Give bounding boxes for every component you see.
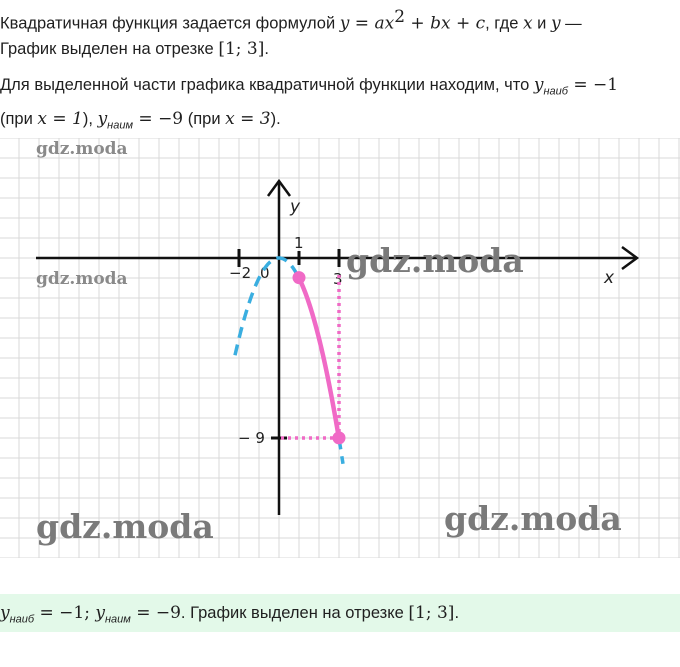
origin-label: 0 [260, 264, 270, 282]
var-x: x [522, 13, 533, 34]
tick-label-3: 3 [333, 270, 343, 288]
explanation-close: ), [82, 110, 98, 128]
x-eq-1: x = 1 [37, 109, 83, 129]
ymax-value: = −1 [567, 75, 619, 95]
intro-line2-end: . [264, 40, 269, 58]
var-y: y [550, 13, 561, 34]
explanation-text: Для выделенной части графика квадратичной функции находим, что [0, 76, 534, 94]
answer-ymin-symbol: y [95, 603, 105, 623]
answer-ymax-value: = −1; [34, 603, 96, 623]
answer-ymin-value: = −9 [130, 603, 181, 623]
answer-ymax-symbol: y [0, 603, 10, 623]
watermark-bottom-left: gdz.moda [36, 507, 214, 546]
intro-text-end: — [560, 14, 582, 33]
ymin-value: = −9 [133, 109, 184, 129]
answer-ymax-sub: наиб [9, 613, 35, 626]
ymin-sub: наим [107, 119, 134, 132]
graph-figure [0, 138, 680, 558]
intro-line2-text: График выделен на отрезке [0, 40, 219, 58]
formula-square: 2 [394, 7, 406, 27]
formula-y: y [339, 13, 350, 34]
intro-text-and: и [532, 14, 551, 33]
ymax-symbol: y [533, 75, 544, 95]
interval: [1; 3] [218, 39, 265, 59]
intro-line-1 [0, 6, 582, 35]
answer-ymin-sub: наим [104, 613, 131, 626]
x-eq-3: x = 3 [225, 109, 271, 129]
tick-label-neg9: − 9 [238, 429, 265, 447]
formula-eq: = [349, 13, 375, 34]
formula-ax: ax [374, 13, 395, 34]
answer-interval: [1; 3] [408, 603, 455, 623]
point-x1 [293, 271, 306, 284]
intro-text-mid: , где [485, 14, 523, 33]
answer-box [0, 594, 680, 632]
explanation-open2: (при [183, 110, 226, 128]
answer-text: . График выделен на отрезке [180, 604, 409, 622]
watermark-bottom-right: gdz.moda [444, 499, 622, 538]
explanation-line-2 [0, 108, 281, 136]
point-x3 [333, 431, 346, 444]
intro-line-2 [0, 38, 269, 60]
ymin-symbol: y [97, 109, 108, 129]
watermark-center: gdz.moda [346, 241, 524, 280]
y-axis-label: y [290, 197, 301, 217]
formula-rest: + bx + c [405, 13, 486, 34]
tick-label-1: 1 [294, 234, 304, 252]
x-axis-label: x [604, 268, 615, 288]
explanation-open: (при [0, 110, 38, 128]
watermark-mid-left: gdz.moda [36, 269, 128, 289]
explanation-line-1 [0, 74, 618, 102]
watermark-top-left: gdz.moda [36, 139, 128, 159]
explanation-end: ). [270, 110, 281, 128]
ymax-sub: наиб [543, 85, 568, 98]
answer-end: . [454, 604, 460, 622]
tick-label-neg2: −2 [229, 264, 252, 282]
intro-text: Квадратичная функция задается формулой [0, 14, 340, 33]
